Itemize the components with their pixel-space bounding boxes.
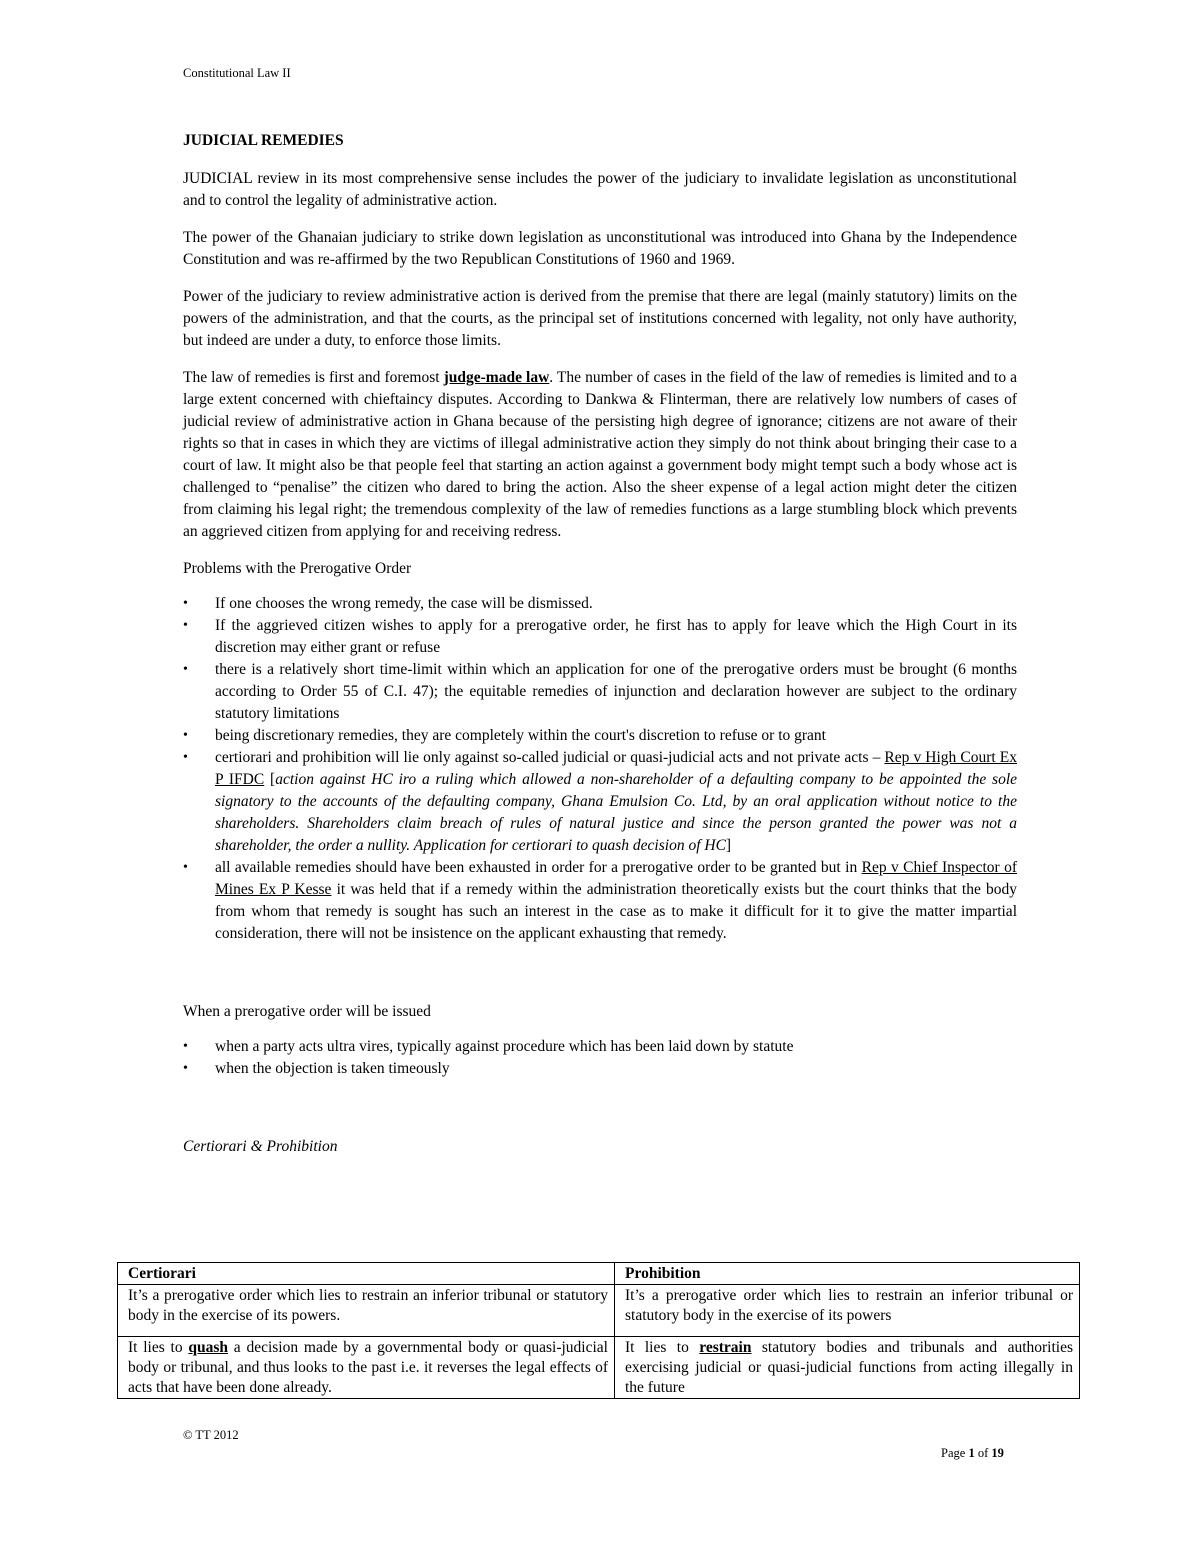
list-item [183,615,1017,659]
bullet-icon: • [183,1061,188,1076]
list-item [183,725,1017,747]
list-item-text: there is a relatively short time-limit within which an application for one of the prerogative orders must be brought (6 months according to Order 55 of C.I. 47); the equitable remedies of injunction and declaration however are subject to the ordinary statutory limitations [215,661,1017,722]
list-item [183,857,1017,945]
bullet-icon: • [183,750,188,765]
page-label: Page [941,1446,969,1460]
when-title: When a prerogative order will be issued [183,1003,431,1020]
page-of: of [974,1446,992,1460]
list-item-text: when a party acts ultra vires, typically against procedure which has been laid down by statute [215,1038,794,1055]
problems-title: Problems with the Prerogative Order [183,560,412,577]
case-summary: action against HC iro a ruling which allowed a non-shareholder of a defaulting company to be appointed the sole signatory to the accounts of the defaulting company, Ghana Emulsion Co. Ltd, by an oral application without notice to the shareholders. Shareholders claim breach of rules of natural justice and since the person granted the power was not a shareholder, the order a nullity. Application for certiorari to quash decision of HC [215,771,1018,854]
table-cell: It’s a prerogative order which lies to restrain an inferior tribunal or statutory body in the exercise of its powers. [118,1285,615,1337]
running-header: Constitutional Law II [183,66,291,80]
table-cell [118,1337,615,1399]
cell-text: a decision made by a governmental body or quasi-judicial body or tribunal, and thus looks to the past i.e. it reverses the legal effects of acts that have been done already. [128,1339,608,1396]
table-row [118,1285,1080,1337]
copyright-footer: © TT 2012 [183,1428,239,1442]
cell-text: It lies to [128,1339,189,1356]
list-item-text: when the objection is taken timeously [215,1060,450,1077]
current-page: 1 [968,1446,975,1460]
paragraph-1: JUDICIAL review in its most comprehensive sense includes the power of the judiciary to invalidate legislation as unconstitutional and to control the legality of administrative action. [183,170,1017,209]
table-cell [615,1337,1080,1399]
page-number [941,1446,1004,1461]
list-item [183,659,1017,725]
keyword-emphasis: quash [188,1339,229,1356]
list-item-text: If the aggrieved citizen wishes to apply for a prerogative order, he first has to apply for leave which the High Court in its discretion may either grant or refuse [215,617,1017,656]
column-header-certiorari: Certiorari [118,1263,615,1285]
table-row [118,1337,1080,1399]
bullet-icon: • [183,860,188,875]
page-body [183,132,1017,1166]
paragraph-3: Power of the judiciary to review administrative action is derived from the premise that there are legal (mainly statutory) limits on the powers of the administration, and that the courts, as the principal set of institutions concerned with legality, not only have authority, but indeed are under a duty, to enforce those limits. [183,288,1017,349]
spacer [183,1080,1017,1136]
table-cell: It’s a prerogative order which lies to restrain an inferior tribunal or statutory body in the exercise of its powers [615,1285,1080,1337]
list-item [183,747,1017,857]
bullet-icon: • [183,596,188,611]
case-citation: Rep v High Court Ex P IFDC [215,749,1017,788]
table-header-row [118,1263,1080,1285]
spacer [183,945,1017,1001]
case-citation: Rep v Chief Inspector of Mines Ex P Kesse [215,859,1017,898]
paragraph-4 [183,367,1017,543]
total-pages: 19 [991,1446,1004,1460]
comparison-table [117,1262,1080,1399]
list-item-text: [ [264,771,276,788]
bullet-icon: • [183,662,188,677]
when-list [183,1036,1017,1080]
list-item [183,1058,1017,1080]
certiorari-prohibition-title: Certiorari & Prohibition [183,1138,338,1155]
list-item-text: being discretionary remedies, they are completely within the court's discretion to refuse or to grant [215,727,826,744]
bullet-icon: • [183,728,188,743]
paragraph-4-text-b: . The number of cases in the field of the law of remedies is limited and to a large extent concerned with chieftaincy disputes. According to Dankwa & Flinterman, there are relatively low numbers of cases of judicial review of administrative action in Ghana because of the persisting high degree of ignorance; citizens are not aware of their rights so that in cases in which they are victims of illegal administrative action they simply do not think about bringing their case to a court of law. It might also be that people feel that starting an action against a government body might tempt such a body whose act is challenged to “penalise” the citizen who dared to bring the action. Also the sheer expense of a legal action might deter the citizen from claiming his legal right; the tremendous complexity of the law of remedies functions as a large stumbling block which prevents an aggrieved citizen from applying for and receiving redress. [183,369,1018,540]
bullet-icon: • [183,1039,188,1054]
list-item-text: If one chooses the wrong remedy, the case will be dismissed. [215,595,593,612]
column-header-prohibition: Prohibition [615,1263,1080,1285]
list-item-text: ] [725,837,732,854]
bullet-icon: • [183,618,188,633]
list-item-text: all available remedies should have been exhausted in order for a prerogative order to be granted but in [215,859,862,876]
judge-made-law-emphasis: judge-made law [443,369,550,386]
list-item [183,593,1017,615]
paragraph-4-text-a: The law of remedies is first and foremost [183,369,444,386]
cell-text: statutory bodies and tribunals and authorities exercising judicial or quasi-judicial functions from acting illegally in the future [625,1339,1073,1396]
section-heading: JUDICIAL REMEDIES [183,132,344,149]
paragraph-2: The power of the Ghanaian judiciary to strike down legislation as unconstitutional was introduced into Ghana by the Independence Constitution and was re-affirmed by the two Republican Constitutions of 1960 and 1969. [183,229,1017,268]
cell-text: It lies to [625,1339,700,1356]
problems-list [183,593,1017,945]
list-item [183,1036,1017,1058]
keyword-emphasis: restrain [699,1339,752,1356]
list-item-text: it was held that if a remedy within the administration theoretically exists but the court thinks that the body from whom that remedy is sought has such an interest in the case as to make it difficult for it to give the matter impartial consideration, there will not be insistence on the applicant exhausting that remedy. [215,881,1017,942]
list-item-text: certiorari and prohibition will lie only against so-called judicial or quasi-judicial acts and not private acts – [215,749,885,766]
